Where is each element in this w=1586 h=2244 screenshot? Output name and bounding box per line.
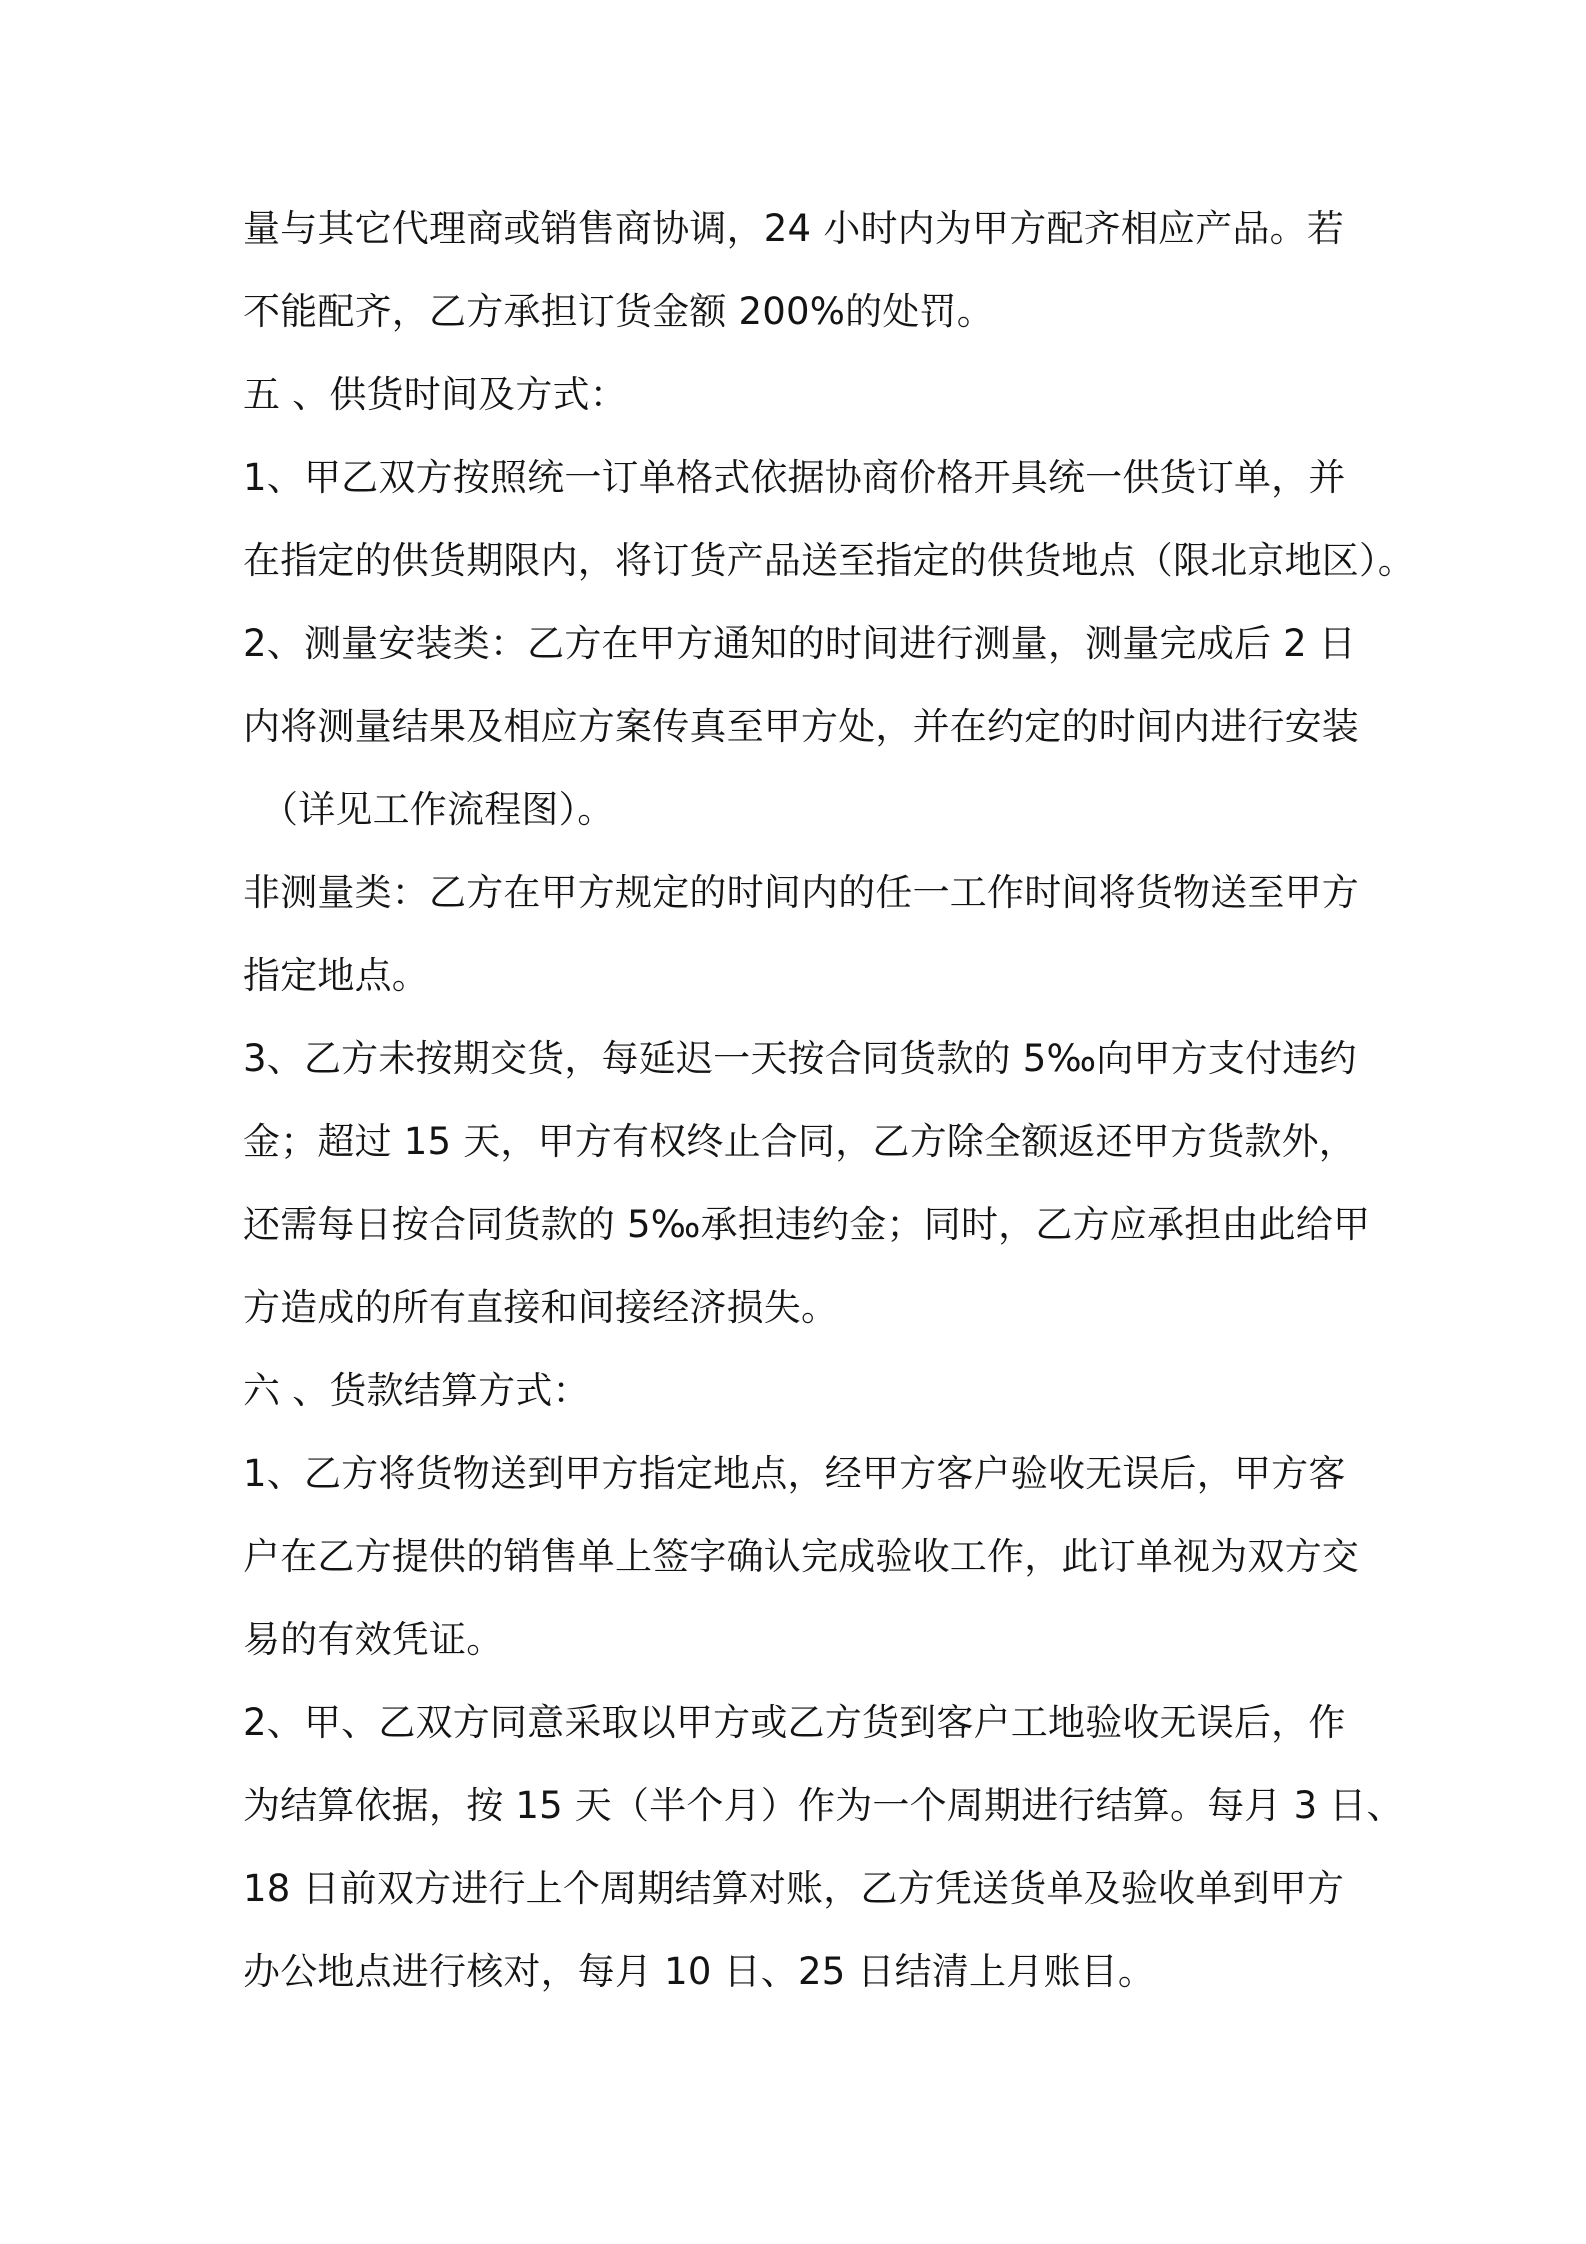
text-line: 1、甲乙双方按照统一订单格式依据协商价格开具统一供货订单，并 [243, 456, 1346, 499]
text-line: 还需每日按合同货款的 5‰承担违约金；同时，乙方应承担由此给甲 [243, 1203, 1371, 1246]
text-line: 不能配齐，乙方承担订货金额 200%的处罚。 [243, 290, 994, 333]
text-line: 易的有效凭证。 [243, 1618, 504, 1661]
text-line: （详见工作流程图）。 [261, 788, 615, 831]
text-line: 金；超过 15 天，甲方有权终止合同，乙方除全额返还甲方货款外， [243, 1120, 1357, 1163]
text-line: 量与其它代理商或销售商协调，24 小时内为甲方配齐相应产品。若 [243, 207, 1345, 250]
text-line: 3、乙方未按期交货，每延迟一天按合同货款的 5‰向甲方支付违约 [243, 1037, 1357, 1080]
text-line: 2、甲、乙双方同意采取以甲方或乙方货到客户工地验收无误后，作 [243, 1701, 1346, 1744]
text-line: 18 日前双方进行上个周期结算对账，乙方凭送货单及验收单到甲方 [243, 1867, 1345, 1910]
section-heading-5: 五 、供货时间及方式： [243, 373, 627, 416]
text-line: 为结算依据，按 15 天（半个月）作为一个周期进行结算。每月 3 日、 [243, 1784, 1404, 1827]
text-line: 方造成的所有直接和间接经济损失。 [243, 1286, 839, 1329]
text-line: 内将测量结果及相应方案传真至甲方处，并在约定的时间内进行安装 [243, 705, 1359, 748]
text-line: 办公地点进行核对，每月 10 日、25 日结清上月账目。 [243, 1950, 1156, 1993]
text-line: 在指定的供货期限内，将订货产品送至指定的供货地点（限北京地区）。 [243, 539, 1415, 582]
text-line: 户在乙方提供的销售单上签字确认完成验收工作，此订单视为双方交 [243, 1535, 1359, 1578]
section-heading-6: 六 、货款结算方式： [243, 1369, 590, 1412]
text-line: 非测量类：乙方在甲方规定的时间内的任一工作时间将货物送至甲方 [243, 871, 1359, 914]
text-line: 指定地点。 [243, 954, 429, 997]
text-line: 2、测量安装类：乙方在甲方通知的时间进行测量，测量完成后 2 日 [243, 622, 1357, 665]
text-line: 1、乙方将货物送到甲方指定地点，经甲方客户验收无误后，甲方客 [243, 1452, 1346, 1495]
